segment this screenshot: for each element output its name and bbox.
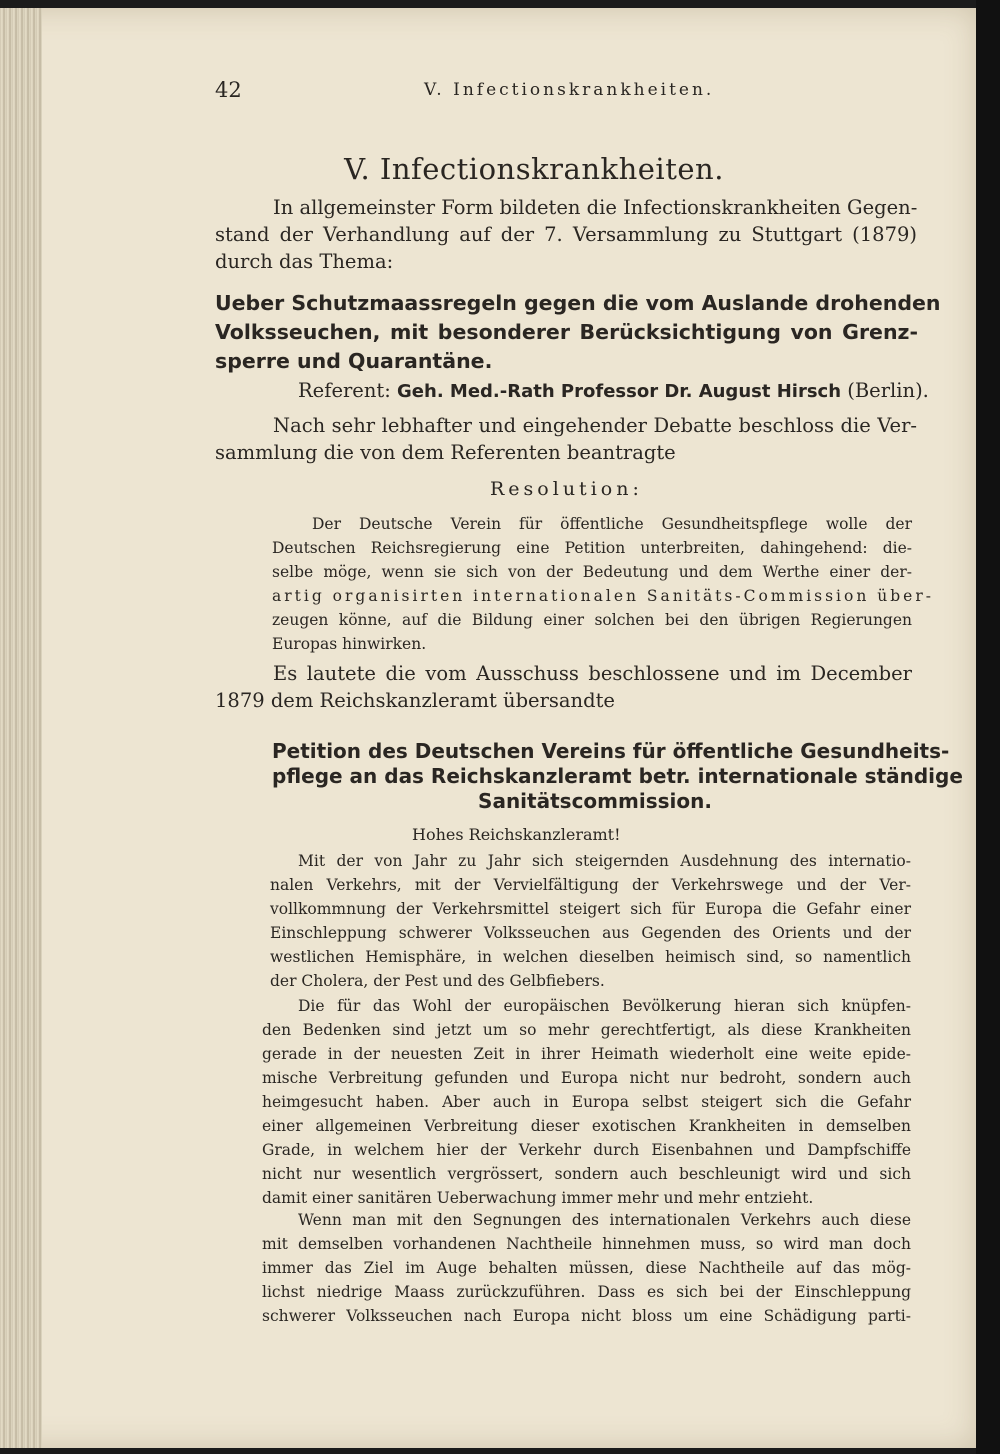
referent-line xyxy=(298,377,929,405)
page-number: 42 xyxy=(215,78,242,102)
text-line: nalen Verkehrs, mit der Vervielfältigung der Verkehrswege und der Ver- xyxy=(270,876,911,894)
resolution-text xyxy=(272,512,934,656)
referent-location: (Berlin). xyxy=(847,379,929,402)
ausschuss-paragraph xyxy=(215,660,912,714)
topic-title xyxy=(215,289,941,376)
text-line: vollkommnung der Verkehrsmittel steigert sich für Europa die Gefahr einer xyxy=(270,900,911,918)
text-line: Die für das Wohl der europäischen Bevölkerung hieran sich knüpfen- xyxy=(298,997,911,1015)
petition-title xyxy=(272,739,963,814)
page-binding-edge xyxy=(0,8,42,1448)
text-line: damit einer sanitären Ueberwachung immer mehr und mehr entzieht. xyxy=(262,1189,814,1207)
text-line: In allgemeinster Form bildeten die Infectionskrankheiten Gegen- xyxy=(273,196,918,219)
running-title: V. Infectionskrankheiten. xyxy=(424,80,715,100)
book-page xyxy=(0,8,976,1448)
topic-line: sperre und Quarantäne. xyxy=(215,349,493,373)
text-line: westlichen Hemisphäre, in welchen dieselben heimisch sind, so namentlich xyxy=(270,948,911,966)
text-line: 1879 dem Reichskanzleramt übersandte xyxy=(215,689,615,712)
intro-paragraph xyxy=(215,194,917,275)
text-line: Grade, in welchem hier der Verkehr durch Eisenbahnen und Dampfschiffe xyxy=(262,1141,911,1159)
scan-right-border xyxy=(976,0,1000,1454)
petition-title-line: Sanitätscommission. xyxy=(478,789,712,813)
text-line: Nach sehr lebhafter und eingehender Debatte beschloss die Ver- xyxy=(273,414,917,437)
text-line: schwerer Volksseuchen nach Europa nicht bloss um eine Schädigung parti- xyxy=(262,1307,911,1325)
petition-paragraph-2 xyxy=(262,994,911,1210)
referent-label: Referent: xyxy=(298,379,391,402)
text-line: nicht nur wesentlich vergrössert, sondern auch beschleunigt wird und sich xyxy=(262,1165,911,1183)
salutation: Hohes Reichskanzleramt! xyxy=(412,825,621,844)
petition-title-line: Petition des Deutschen Vereins für öffentliche Gesundheits- xyxy=(272,739,950,763)
text-line: lichst niedrige Maass zurückzuführen. Dass es sich bei der Einschleppung xyxy=(262,1283,911,1301)
topic-line: Volksseuchen, mit besonderer Berücksichtigung von Grenz- xyxy=(215,320,918,344)
referent-name: Geh. Med.-Rath Professor Dr. August Hirsch xyxy=(397,381,842,402)
text-line: gerade in der neuesten Zeit in ihrer Heimath wiederholt eine weite epide- xyxy=(262,1045,911,1063)
text-line: Deutschen Reichsregierung eine Petition unterbreiten, dahingehend: die- xyxy=(272,539,912,557)
text-line: Europas hinwirken. xyxy=(272,635,427,653)
text-line: Der Deutsche Verein für öffentliche Gesundheitspflege wolle der xyxy=(312,515,912,533)
resolution-heading: Resolution: xyxy=(490,478,643,500)
text-line: Einschleppung schwerer Volksseuchen aus Gegenden des Orients und der xyxy=(270,924,911,942)
text-line: Wenn man mit den Segnungen des internationalen Verkehrs auch diese xyxy=(298,1211,911,1229)
text-line: selbe möge, wenn sie sich von der Bedeutung und dem Werthe einer der- xyxy=(272,563,912,581)
text-line: stand der Verhandlung auf der 7. Versammlung zu Stuttgart (1879) xyxy=(215,223,917,246)
text-line: Es lautete die vom Ausschuss beschlossene und im December xyxy=(273,662,912,685)
chapter-title: V. Infectionskrankheiten. xyxy=(344,152,724,186)
text-line: zeugen könne, auf die Bildung einer solchen bei den übrigen Regierungen xyxy=(272,611,912,629)
text-line: der Cholera, der Pest und des Gelbfiebers. xyxy=(270,972,605,990)
text-line: sammlung die von dem Referenten beantragte xyxy=(215,441,676,464)
text-line: mische Verbreitung gefunden und Europa nicht nur bedroht, sondern auch xyxy=(262,1069,911,1087)
petition-paragraph-1 xyxy=(270,849,911,993)
text-line: artig organisirten internationalen Sanitäts-Commission über- xyxy=(272,587,934,605)
topic-line: Ueber Schutzmaassregeln gegen die vom Auslande drohenden xyxy=(215,291,941,315)
text-line: durch das Thema: xyxy=(215,250,394,273)
petition-paragraph-3 xyxy=(262,1208,911,1328)
text-line: mit demselben vorhandenen Nachtheile hinnehmen muss, so wird man doch xyxy=(262,1235,911,1253)
text-line: den Bedenken sind jetzt um so mehr gerechtfertigt, als diese Krankheiten xyxy=(262,1021,911,1039)
text-line: einer allgemeinen Verbreitung dieser exotischen Krankheiten in demselben xyxy=(262,1117,911,1135)
text-line: Mit der von Jahr zu Jahr sich steigernden Ausdehnung des internatio- xyxy=(298,852,911,870)
text-line: immer das Ziel im Auge behalten müssen, diese Nachtheile auf das mög- xyxy=(262,1259,911,1277)
debate-paragraph xyxy=(215,412,917,466)
petition-title-line: pflege an das Reichskanzleramt betr. internationale ständige xyxy=(272,764,963,788)
text-line: heimgesucht haben. Aber auch in Europa selbst steigert sich die Gefahr xyxy=(262,1093,911,1111)
